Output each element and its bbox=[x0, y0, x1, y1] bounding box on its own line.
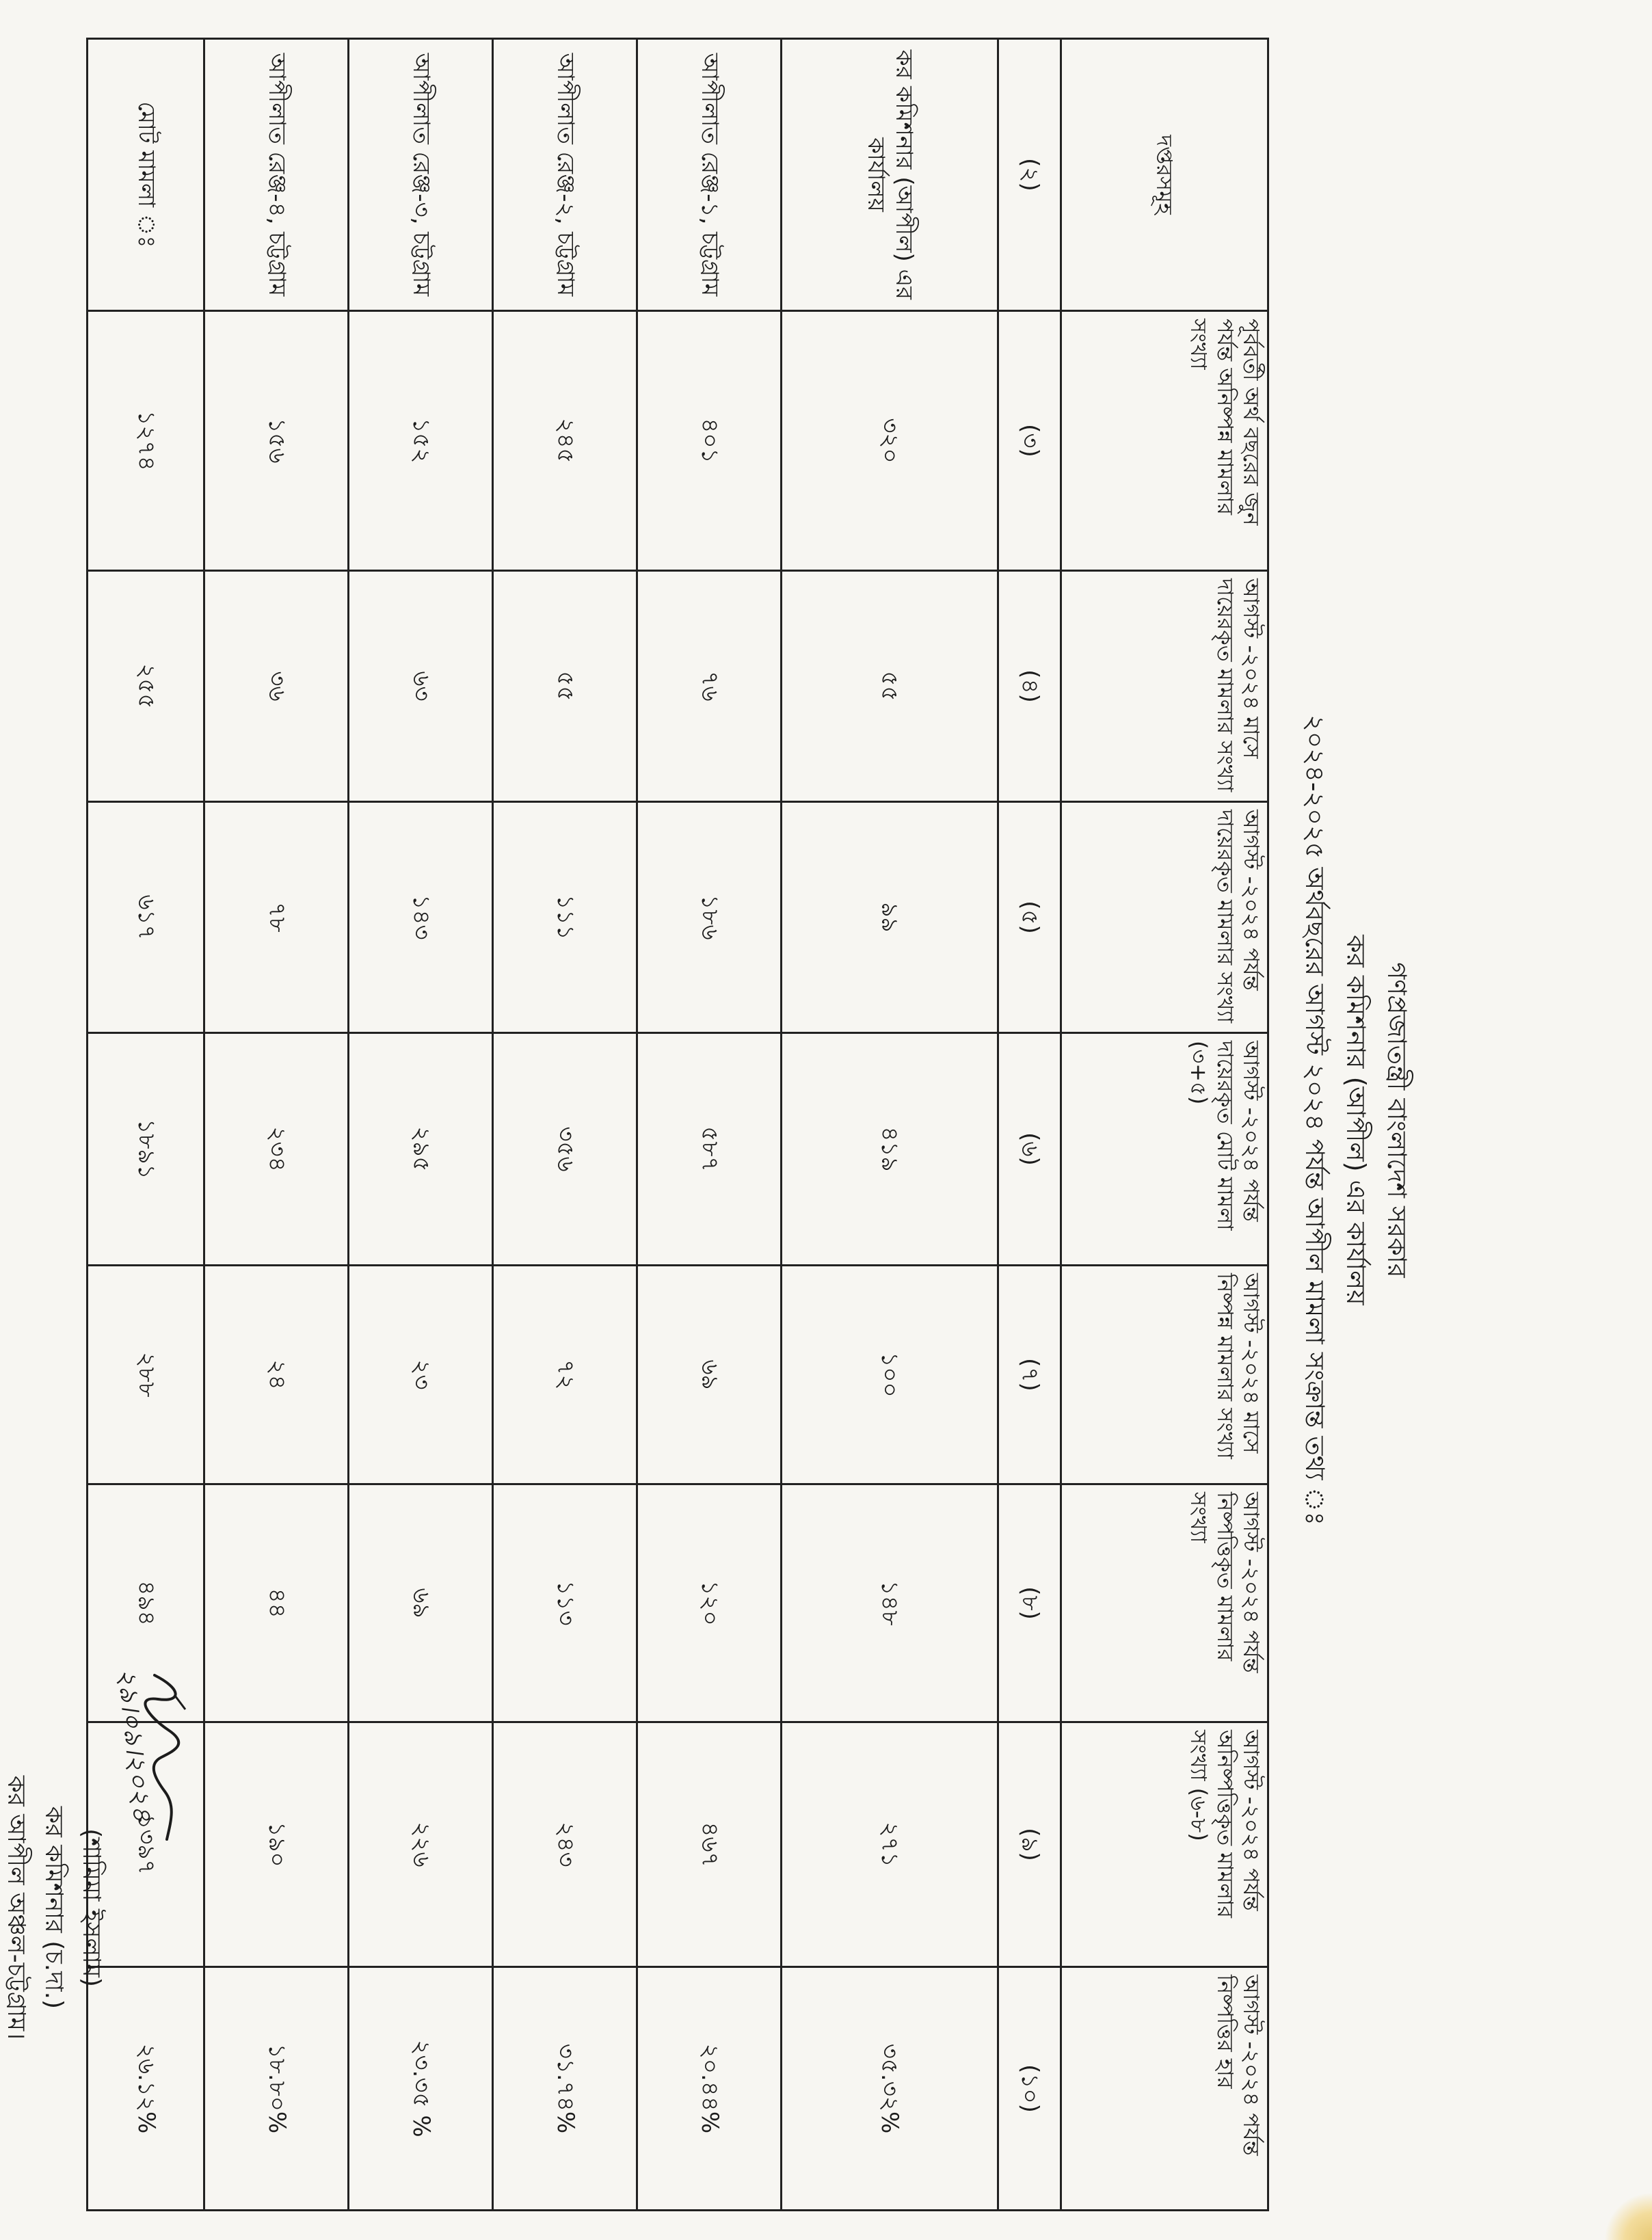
table-cell: ২৩ bbox=[349, 1266, 493, 1484]
appeal-cases-table bbox=[86, 38, 1269, 2211]
table-cell: ৬১৭ bbox=[88, 802, 204, 1033]
table-cell: ৬৩ bbox=[349, 571, 493, 802]
table-cell: ১৮.৮০% bbox=[204, 1967, 349, 2211]
office-name: আপীলাত রেঞ্জ-২, চট্টগ্রাম bbox=[493, 39, 637, 311]
header-office: কর কমিশনার (আপীল) এর কার্যালয় bbox=[1341, 935, 1371, 1305]
table-cell: ১৮৯১ bbox=[88, 1033, 204, 1266]
table-cell: ৪৯৪ bbox=[88, 1484, 204, 1722]
page-corner-stain bbox=[1604, 2192, 1652, 2240]
table-cell: ২৪৫ bbox=[493, 311, 637, 571]
header-government: গণপ্রজাতন্ত্রী বাংলাদেশ সরকার bbox=[1382, 962, 1412, 1278]
column-header: আগস্ট -২০২৪ মাসে নিষ্পন্ন মামলার সংখ্যা bbox=[1061, 1266, 1268, 1484]
table-cell: ৭৬ bbox=[637, 571, 782, 802]
table-cell: ২৩.৩৫ % bbox=[349, 1967, 493, 2211]
column-header: দপ্তরসমূহ bbox=[1061, 39, 1268, 311]
table-cell: ৩৫.৩২% bbox=[782, 1967, 998, 2211]
signature-date: ২৯।০৯।২০২৪ bbox=[111, 1667, 158, 1824]
table-cell: ৪০১ bbox=[637, 311, 782, 571]
total-label: মোট মামলা ঃ bbox=[88, 39, 204, 311]
table-cell: ২৮৮ bbox=[88, 1266, 204, 1484]
signatory-name: (শামিমা ইসলাম) bbox=[77, 1828, 105, 1987]
column-header: আগস্ট -২০২৪ পর্যন্ত দায়েরকৃত মোট মামলা (৩+৫) bbox=[1061, 1033, 1268, 1266]
column-header: আগস্ট -২০২৪ পর্যন্ত অনিষ্পত্তিকৃত মামলার সংখ্যা (৬-৮) bbox=[1061, 1722, 1268, 1967]
table-cell: ১১৩ bbox=[493, 1484, 637, 1722]
column-header: আগস্ট -২০২৪ পর্যন্ত নিষ্পত্তিকৃত মামলার সংখ্যা bbox=[1061, 1484, 1268, 1722]
table-header-row bbox=[1061, 39, 1268, 2211]
column-number: (৪) bbox=[998, 571, 1061, 802]
table-cell: ১৪৮ bbox=[782, 1484, 998, 1722]
office-name: আপীলাত রেঞ্জ-১, চট্টগ্রাম bbox=[637, 39, 782, 311]
table-cell: ১০০ bbox=[782, 1266, 998, 1484]
table-row bbox=[493, 39, 637, 2211]
table-cell: ৭৮ bbox=[204, 802, 349, 1033]
table-cell: ১২০ bbox=[637, 1484, 782, 1722]
column-number: (৩) bbox=[998, 311, 1061, 571]
table-cell: ৩২০ bbox=[782, 311, 998, 571]
table-row bbox=[204, 39, 349, 2211]
table-cell: ৫৫ bbox=[493, 571, 637, 802]
column-header: আগস্ট -২০২৪ পর্যন্ত নিষ্পত্তির হার bbox=[1061, 1967, 1268, 2211]
column-header: আগস্ট -২০২৪ পর্যন্ত দায়েরকৃত মামলার সংখ্যা bbox=[1061, 802, 1268, 1033]
table-cell: ১৮৬ bbox=[637, 802, 782, 1033]
table-cell: ৭২ bbox=[493, 1266, 637, 1484]
column-number: (৫) bbox=[998, 802, 1061, 1033]
table-cell: ২৩৪ bbox=[204, 1033, 349, 1266]
column-header: আগস্ট -২০২৪ মাসে দায়েরকৃত মামলার সংখ্যা bbox=[1061, 571, 1268, 802]
office-name: আপীলাত রেঞ্জ-৩, চট্টগ্রাম bbox=[349, 39, 493, 311]
column-number: (৮) bbox=[998, 1484, 1061, 1722]
table-cell: ১২৭৪ bbox=[88, 311, 204, 571]
table-cell: ২৬.১২% bbox=[88, 1967, 204, 2211]
table-cell: ২৭১ bbox=[782, 1722, 998, 1967]
table-cell: ৯৯ bbox=[782, 802, 998, 1033]
table-row bbox=[349, 39, 493, 2211]
office-name: কর কমিশনার (আপীল) এর কার্যালয় bbox=[782, 39, 998, 311]
table-cell: ২০.৪৪% bbox=[637, 1967, 782, 2211]
table-cell: ৪৬৭ bbox=[637, 1722, 782, 1967]
table-cell: ১১১ bbox=[493, 802, 637, 1033]
column-number: (৬) bbox=[998, 1033, 1061, 1266]
column-number: (২) bbox=[998, 39, 1061, 311]
table-cell: ৬৯ bbox=[637, 1266, 782, 1484]
table-cell: ১৫৬ bbox=[204, 311, 349, 571]
signatory-title: কর কমিশনার (চ.দা.) bbox=[40, 1806, 68, 2010]
table-cell: ২৯৫ bbox=[349, 1033, 493, 1266]
office-name: আপীলাত রেঞ্জ-৪, চট্টগ্রাম bbox=[204, 39, 349, 311]
table-cell: ৩১.৭৪% bbox=[493, 1967, 637, 2211]
table-cell: ২৪৩ bbox=[493, 1722, 637, 1967]
table-cell: ১৫২ bbox=[349, 311, 493, 571]
table-row bbox=[637, 39, 782, 2211]
table-cell: ১৪৩ bbox=[349, 802, 493, 1033]
header-title: ২০২৪-২০২৫ অর্থবছরের আগস্ট ২০২৪ পর্যন্ত আপীল মামলা সংক্রান্ত তথ্য ঃ bbox=[1300, 715, 1330, 1525]
table-cell: ৬৯ bbox=[349, 1484, 493, 1722]
table-cell: ১৩৯৭ bbox=[88, 1722, 204, 1967]
column-number: (৯) bbox=[998, 1722, 1061, 1967]
table-cell: ২৫৫ bbox=[88, 571, 204, 802]
column-number: (৭) bbox=[998, 1266, 1061, 1484]
table-cell: ৩৫৬ bbox=[493, 1033, 637, 1266]
table-cell: ৪৪ bbox=[204, 1484, 349, 1722]
column-number: (১০) bbox=[998, 1967, 1061, 2211]
table-cell: ৫৮৭ bbox=[637, 1033, 782, 1266]
column-number-row bbox=[998, 39, 1061, 2211]
signatory-office: কর আপীল অঞ্চল-চট্টগ্রাম। bbox=[2, 1775, 30, 2040]
table-cell: ৪১৯ bbox=[782, 1033, 998, 1266]
table-row bbox=[782, 39, 998, 2211]
table-cell: ২৪ bbox=[204, 1266, 349, 1484]
table-cell: ২২৬ bbox=[349, 1722, 493, 1967]
table-cell: ৫৫ bbox=[782, 571, 998, 802]
table-cell: ১৯০ bbox=[204, 1722, 349, 1967]
table-cell: ৩৬ bbox=[204, 571, 349, 802]
column-header: পূর্ববর্তী অর্থ বছরের জুন পর্যন্ত অনিষ্পন্ন মামলার সংখ্যা bbox=[1061, 311, 1268, 571]
